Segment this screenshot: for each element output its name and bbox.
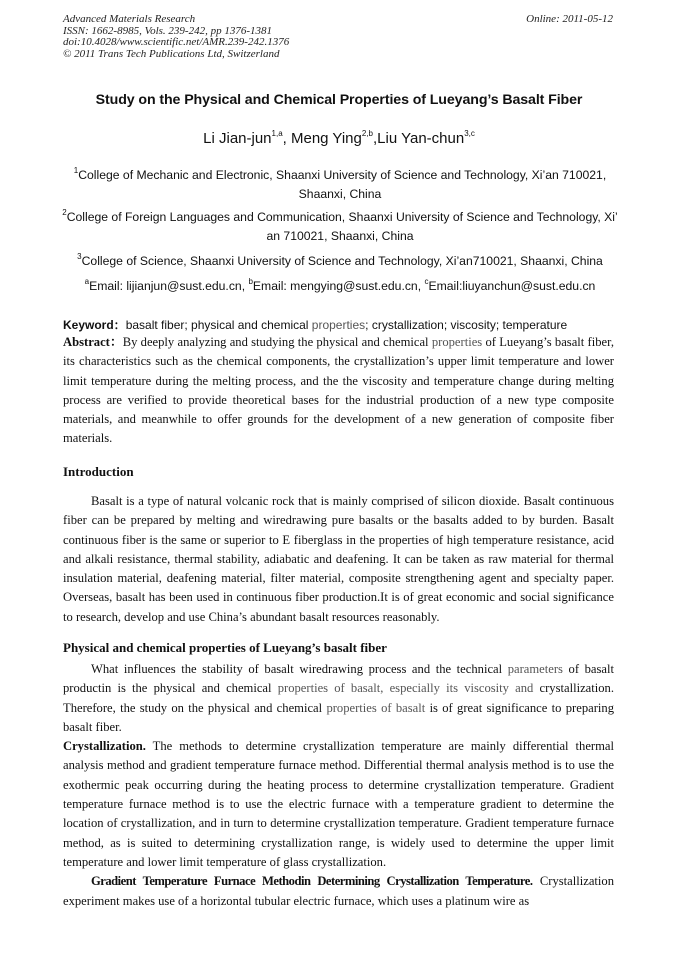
paragraph-text: What influences the stability of basalt wiredrawing process and the technical xyxy=(91,662,508,676)
affiliation-2 xyxy=(55,208,625,246)
affiliation-text: College of Mechanic and Electronic, Shaanxi University of Science and Technology, Xi’an 710021, Shaanxi, China xyxy=(78,168,607,201)
author-separator: , xyxy=(373,130,378,147)
author-name: Meng Ying xyxy=(290,130,362,147)
author-sup: 3,c xyxy=(464,129,475,138)
paragraph: Basalt is a type of natural volcanic rock that is mainly comprised of silicon dioxide. Basalt continuous fiber can be prepared by melting and wiredrawing pure basalts or the basalts added to by burden. Basalt continuous fiber is the same or superior to E fiberglass in the properties of high temperature resistance, acid and alkali resistance, thermal stability, adiabatic and deafening. It can be taken as raw material for thermal insulation material, deafening material, filter material, composite strengthening agent and specialty paper. Overseas, basalt has been used in continuous fiber production.It is of great economic and social significance to research, develop and use China’s abundant basalt resources reasonably. xyxy=(63,494,614,624)
paragraph-text: properties of basalt, especially its viscosity and xyxy=(277,681,534,696)
email-sup: a xyxy=(84,276,90,286)
gradient-label: Gradient Temperature Furnace Methodin Determining Crystallization Temperature. xyxy=(91,874,533,889)
introduction-body xyxy=(63,492,614,627)
paragraph xyxy=(63,737,614,872)
abstract-text: By deeply analyzing and studying the physical and chemical xyxy=(122,335,432,349)
journal-name: Advanced Materials Research xyxy=(63,13,196,25)
keywords-label: Keyword： xyxy=(63,318,126,332)
affiliation-3 xyxy=(55,252,625,271)
email-sup: b xyxy=(248,276,253,286)
author-name: Li Jian-jun xyxy=(203,130,272,147)
issn-line: ISSN: 1662-8985, Vols. 239-242, pp 1376-1381 xyxy=(63,24,272,37)
affiliation-sup: 2 xyxy=(62,207,67,217)
keywords-text: basalt fiber; physical and chemical xyxy=(125,318,312,332)
abstract-text: of Lueyang’s basalt fiber, its characteristics such as the chemical components, the crystallization’s upper limit temperature and lower limit temperature during the melting process, and the the viscosity and temperature change during melting process are verified to provide theoretical bases for the industrial production of a new type composite materials, and meanwhile to offer grounds for the development of a new generation of composite fiber materials. xyxy=(63,335,614,446)
author-sup: 2,b xyxy=(361,129,373,138)
paragraph-text: crystallization. Therefore, the study on the physical and chemical xyxy=(63,681,614,715)
paragraph-text: is of great significance to preparing basalt fiber. xyxy=(63,700,615,734)
paragraph xyxy=(63,660,614,737)
section-heading: Physical and chemical properties of Lueyang’s basalt fiber xyxy=(63,640,387,655)
keywords-text: properties xyxy=(311,318,366,332)
affiliation-sup: 1 xyxy=(73,165,79,175)
paragraph-text: The methods to determine crystallization temperature are mainly differential thermal analysis method and gradient temperature furnace method. Differential thermal analysis method is to use the exothermic peak occurring during the heating process to determine crystallization temperature. Gradient temperature furnace method is to use the electric furnace with a temperature gradient to determine the location of crystallization, and in turn to determine crystallization temperature. Gradient temperature furnace method, as is suited to determining crystallization range, is widely used to determine the upper limit temperature and lower limit temperature of glass crystallization. xyxy=(63,739,614,869)
author-list xyxy=(0,130,678,147)
email-text: Email: lijianjun@sust.edu.cn, xyxy=(89,279,249,293)
email-sup: c xyxy=(424,276,429,286)
email-text: Email: mengying@sust.edu.cn, xyxy=(252,279,425,293)
paragraph-text: of basalt productin is the physical and chemical xyxy=(63,662,615,696)
email-text: Email:liuyanchun@sust.edu.cn xyxy=(428,279,596,293)
affiliation-text: College of Foreign Languages and Communication, Shaanxi University of Science and Technology, Xi’ an 710021, Shaanxi, China xyxy=(66,210,618,243)
paragraph-text: Crystallization experiment makes use of a horizontal tubular electric furnace, which uses a platinum wire as xyxy=(63,874,615,908)
affiliation-sup: 3 xyxy=(77,251,82,261)
keywords xyxy=(63,316,623,333)
email-line xyxy=(55,277,625,296)
journal-header xyxy=(63,14,289,60)
copyright-line: © 2011 Trans Tech Publications Ltd, Switzerland xyxy=(63,47,280,60)
author-sup: 1,a xyxy=(271,129,283,138)
online-date: Online: 2011-05-12 xyxy=(526,13,613,25)
keywords-text: ; crystallization; viscosity; temperature xyxy=(365,318,568,332)
crystallization-label: Crystallization. xyxy=(63,739,146,754)
paragraph xyxy=(63,872,614,911)
abstract-text: properties xyxy=(431,335,483,349)
paragraph-text: properties of basalt xyxy=(326,700,426,715)
paper-title: Study on the Physical and Chemical Properties of Lueyang’s Basalt Fiber xyxy=(95,92,583,108)
author-separator: , xyxy=(282,130,291,147)
paragraph-text: parameters xyxy=(507,662,563,676)
affiliation-1 xyxy=(55,166,625,204)
introduction-heading: Introduction xyxy=(63,464,134,479)
abstract-label: Abstract： xyxy=(63,335,123,349)
affiliation-text: College of Science, Shaanxi University of Science and Technology, Xi’an710021, Shaanxi, China xyxy=(81,254,603,268)
abstract xyxy=(63,333,614,449)
section-body xyxy=(63,660,614,911)
doi-line: doi:10.4028/www.scientific.net/AMR.239-242.1376 xyxy=(63,36,290,48)
author-name: Liu Yan-chun xyxy=(377,130,465,147)
